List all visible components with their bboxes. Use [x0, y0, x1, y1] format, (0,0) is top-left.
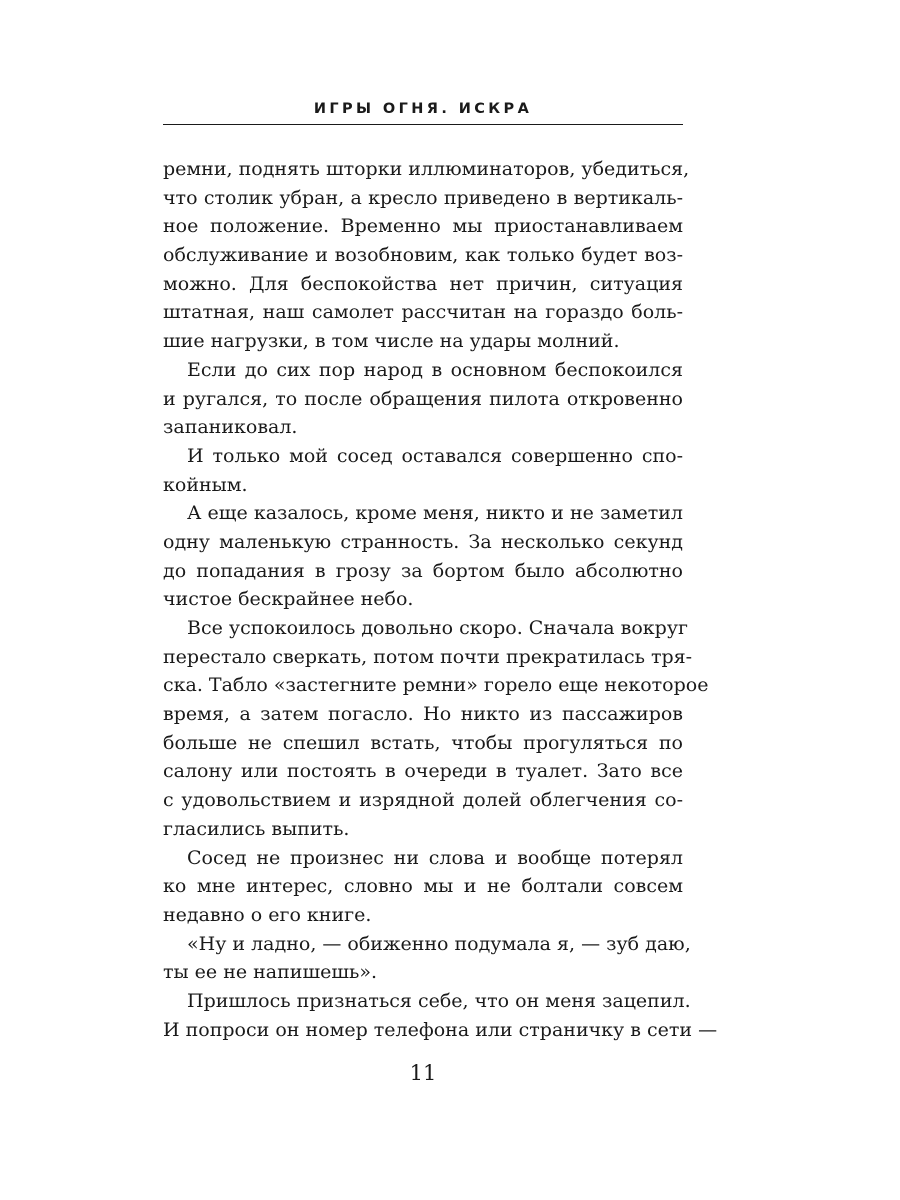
text-line: И попроси он номер телефона или страничку в сети —: [163, 1018, 718, 1041]
paragraph: [163, 499, 683, 614]
paragraph: [163, 987, 718, 1044]
paragraph: [163, 930, 691, 987]
text-line: обслуживание и возобновим, как только будет воз-: [163, 244, 683, 267]
text-line: ко мне интерес, словно мы и не болтали совсем: [163, 875, 683, 898]
paragraph: [163, 844, 683, 930]
page-number: 11: [409, 1061, 437, 1085]
text-line: шие нагрузки, в том числе на удары молний.: [163, 330, 620, 353]
text-line: койным.: [163, 473, 248, 496]
text-line: Пришлось признаться себе, что он меня зацепил.: [187, 989, 691, 1012]
text-line: А еще казалось, кроме меня, никто и не заметил: [187, 502, 683, 525]
text-line: что столик убран, а кресло приведено в вертикаль-: [163, 186, 683, 209]
text-line: Все успокоилось довольно скоро. Сначала вокруг: [187, 617, 688, 639]
header-rule: [163, 124, 683, 125]
text-line: гласились выпить.: [163, 817, 350, 840]
text-line: до попадания в грозу за бортом было абсолютно: [163, 559, 683, 582]
paragraph: [163, 614, 709, 844]
paragraph: [163, 442, 683, 499]
text-line: перестало сверкать, потом почти прекратилась тря-: [163, 645, 693, 668]
text-line: салону или постоять в очереди в туалет. Зато все: [163, 760, 683, 783]
paragraph: [163, 356, 683, 442]
running-header: ИГРЫ ОГНЯ. ИСКРА: [313, 101, 533, 117]
text-line: штатная, наш самолет рассчитан на гораздо боль-: [163, 301, 683, 324]
text-line: и ругался, то после обращения пилота откровенно: [163, 387, 683, 410]
text-line: можно. Для беспокойства нет причин, ситуация: [163, 272, 683, 295]
text-line: чистое бескрайнее небо.: [163, 588, 414, 611]
text-line: Сосед не произнес ни слова и вообще потерял: [187, 846, 683, 869]
text-line: ты ее не напишешь».: [163, 961, 378, 984]
text-line: с удовольствием и изрядной долей облегчения со-: [163, 789, 683, 812]
text-line: больше не спешил встать, чтобы прогуляться по: [163, 731, 683, 754]
text-line: ное положение. Временно мы приостанавливаем: [163, 215, 683, 238]
text-line: время, а затем погасло. Но никто из пассажиров: [163, 703, 683, 726]
text-line: недавно о его книге.: [163, 903, 372, 926]
text-line: ремни, поднять шторки иллюминаторов, убедиться,: [163, 158, 690, 180]
text-line: ска. Табло «застегните ремни» горело еще некоторое: [163, 674, 709, 697]
text-line: Если до сих пор народ в основном беспокоился: [187, 358, 683, 381]
text-line: И только мой сосед оставался совершенно спо-: [187, 444, 683, 467]
body-text: [163, 155, 718, 1044]
text-line: одну маленькую странность. За несколько секунд: [163, 530, 683, 553]
text-line: «Ну и ладно, — обиженно подумала я, — зуб даю,: [187, 932, 691, 955]
text-line: запаниковал.: [163, 416, 298, 439]
paragraph: [163, 155, 690, 356]
